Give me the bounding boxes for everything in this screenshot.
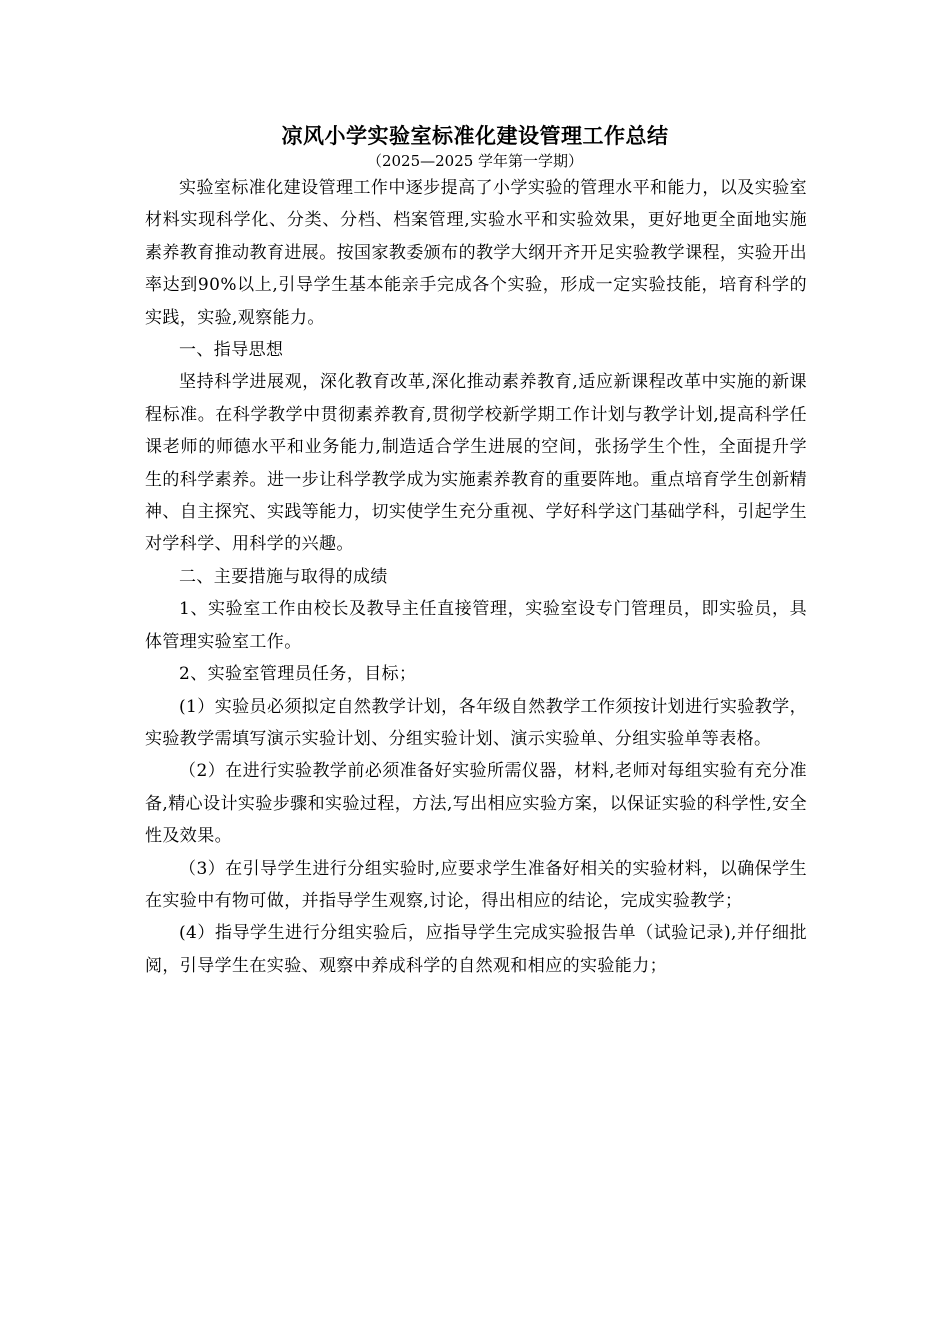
section-heading-measures: 二、主要措施与取得的成绩 [179,566,388,587]
intro-paragraph: 实验室标准化建设管理工作中逐步提高了小学实验的管理水平和能力，以及实验室材料实现科学化、分类、分档、档案管理,实验水平和实验效果，更好地更全面地实施素养教育推动教育进展。按国家教委颁布的教学大纲开齐开足实验教学课程，实验开出率达到90%以上,引导学生基本能亲手完成各个实验，形成一定实验技能，培育科学的实践，实验,观察能力。 [145,178,807,328]
measure-item-2: 2、实验室管理员任务，目标； [179,664,417,685]
sub-item-2: （2）在进行实验教学前必须准备好实验所需仪器，材料,老师对每组实验有充分准备,精心设计实验步骤和实验过程，方法,写出相应实验方案，以保证实验的科学性,安全性及效果。 [145,761,807,847]
document-title: 凉风小学实验室标准化建设管理工作总结 [281,124,669,148]
sub-item-1: (1）实验员必须拟定自然教学计划，各年级自然教学工作须按计划进行实验教学，实验教学需填写演示实验计划、分组实验计划、演示实验单、分组实验单等表格。 [145,696,807,749]
section-heading-guiding-ideology: 一、指导思想 [179,340,284,361]
measure-item-1: 1、实验室工作由校长及教导主任直接管理，实验室设专门管理员，即实验员，具体管理实验室工作。 [145,599,807,652]
document-body [145,172,807,982]
document-subtitle: （2025—2025 学年第一学期） [366,152,584,170]
sub-item-4: (4）指导学生进行分组实验后，应指导学生完成实验报告单（试验记录),并仔细批阅，引导学生在实验、观察中养成科学的自然观和相应的实验能力； [145,923,807,976]
sub-item-3: （3）在引导学生进行分组实验时,应要求学生准备好相关的实验材料，以确保学生在实验中有物可做，并指导学生观察,讨论，得出相应的结论，完成实验教学； [145,858,807,911]
guiding-ideology-paragraph: 坚持科学进展观，深化教育改革,深化推动素养教育,适应新课程改革中实施的新课程标准。在科学教学中贯彻素养教育,贯彻学校新学期工作计划与教学计划,提高科学任课老师的师德水平和业务能力,制造适合学生进展的空间，张扬学生个性，全面提升学生的科学素养。进一步让科学教学成为实施素养教育的重要阵地。重点培育学生创新精神、自主探究、实践等能力，切实使学生充分重视、学好科学这门基础学科，引起学生对学科学、用科学的兴趣。 [145,372,807,555]
